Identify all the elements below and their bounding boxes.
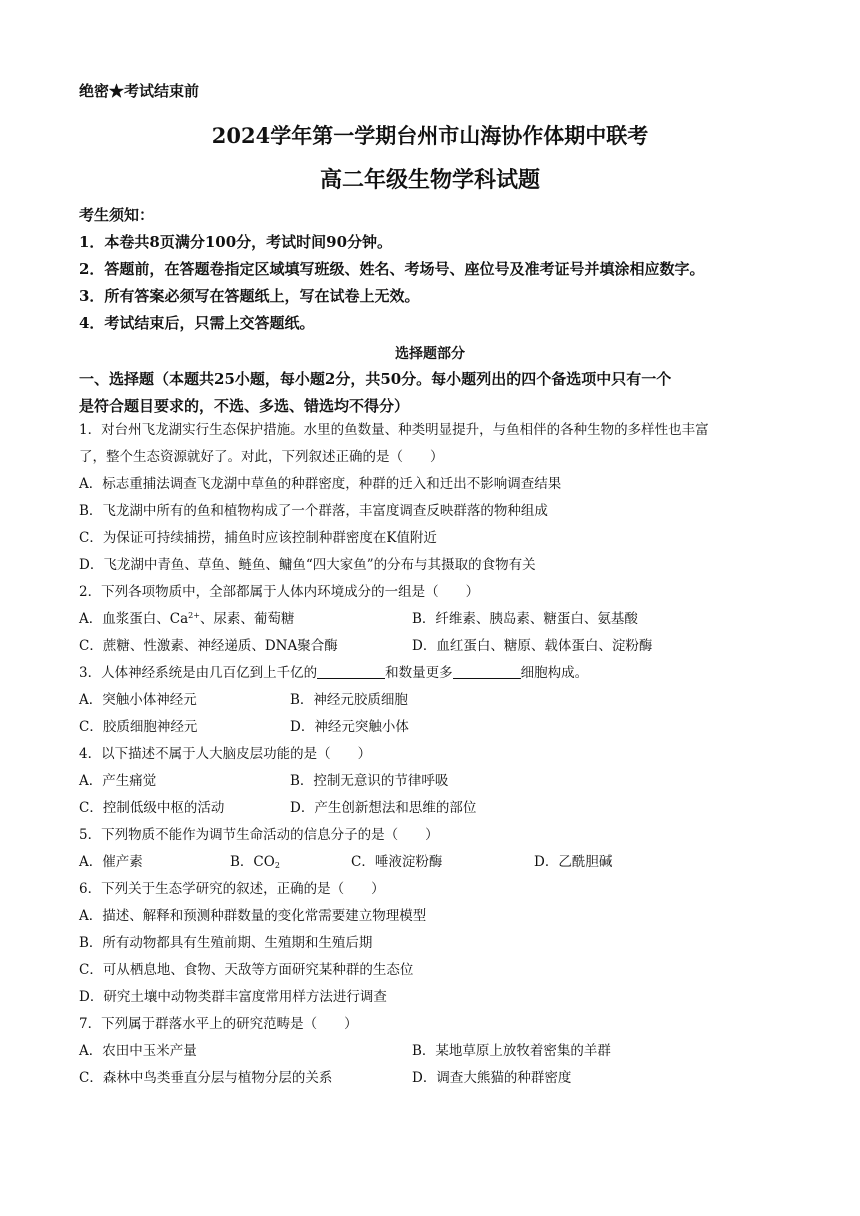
- notice-item: 3．所有答案必须写在答题纸上，写在试卷上无效。: [79, 287, 420, 305]
- subscript: 2: [274, 861, 280, 870]
- notice-item: 4．考试结束后，只需上交答题纸。: [79, 314, 315, 332]
- option-c: C．可从栖息地、食物、天敌等方面研究某种群的生态位: [79, 962, 414, 978]
- option-a: A．突触小体神经元: [79, 692, 197, 708]
- question-stem: 5．下列物质不能作为调节生命活动的信息分子的是（ ）: [79, 827, 439, 843]
- question-stem: 7．下列属于群落水平上的研究范畴是（ ）: [79, 1016, 358, 1032]
- option-d: D．研究土壤中动物类群丰富度常用样方法进行调查: [79, 989, 387, 1005]
- section-title: 选择题部分: [395, 346, 465, 362]
- option-a: A．描述、解释和预测种群数量的变化常需要建立物理模型: [79, 908, 427, 924]
- option-c: C．胶质细胞神经元: [79, 719, 198, 735]
- option-d: D．飞龙湖中青鱼、草鱼、鲢鱼、鳙鱼“四大家鱼”的分布与其摄取的食物有关: [79, 557, 536, 573]
- answer-blank: [317, 668, 385, 679]
- notice-item: 1．本卷共8页满分100分，考试时间90分钟。: [79, 233, 393, 251]
- superscript: 2+: [188, 611, 200, 620]
- option-text: A．血浆蛋白、Ca: [79, 611, 189, 627]
- section-instruction: 是符合题目要求的，不选、多选、错选均不得分）: [79, 397, 410, 415]
- section-instruction: 一、选择题（本题共25小题，每小题2分，共50分。每小题列出的四个备选项中只有一个: [79, 370, 672, 388]
- option-a: A．催产素: [79, 854, 143, 870]
- stem-text: 和数量更多: [385, 665, 453, 681]
- option-d: D．调查大熊猫的种群密度: [412, 1070, 572, 1086]
- question-stem: 1．对台州飞龙湖实行生态保护措施。水里的鱼数量、种类明显提升，与鱼相伴的各种生物的多样性也丰富: [79, 422, 709, 438]
- question-stem: [79, 667, 588, 681]
- option-b: [230, 856, 280, 870]
- notice-heading: 考生须知：: [79, 206, 155, 224]
- option-c: C．为保证可持续捕捞，捕鱼时应该控制种群密度在K值附近: [79, 530, 437, 546]
- option-text: B．CO: [230, 854, 275, 870]
- option-d: D．血红蛋白、糖原、载体蛋白、淀粉酶: [412, 638, 653, 654]
- option-b: B．某地草原上放牧着密集的羊群: [412, 1043, 611, 1059]
- question-stem: 2．下列各项物质中，全部都属于人体内环境成分的一组是（ ）: [79, 584, 480, 600]
- stem-text: 细胞构成。: [520, 665, 589, 681]
- option-b: B．纤维素、胰岛素、糖蛋白、氨基酸: [412, 611, 638, 627]
- option-d: D．神经元突触小体: [290, 719, 409, 735]
- option-a: A．标志重捕法调查飞龙湖中草鱼的种群密度，种群的迁入和迁出不影响调查结果: [79, 476, 562, 492]
- notice-item: 2．答题前，在答题卷指定区域填写班级、姓名、考场号、座位号及准考证号并填涂相应数字。: [79, 260, 705, 278]
- option-b: B．神经元胶质细胞: [290, 692, 408, 708]
- option-c: C．唾液淀粉酶: [351, 854, 443, 870]
- stem-text: 3．人体神经系统是由几百亿到上千亿的: [79, 665, 318, 681]
- option-a: A．农田中玉米产量: [79, 1043, 197, 1059]
- question-stem: 4．以下描述不属于人大脑皮层功能的是（ ）: [79, 746, 372, 762]
- answer-blank: [453, 668, 521, 679]
- question-stem: 6．下列关于生态学研究的叙述，正确的是（ ）: [79, 881, 385, 897]
- question-stem: 了，整个生态资源就好了。对此，下列叙述正确的是（ ）: [79, 449, 444, 465]
- option-text: 、尿素、葡萄糖: [199, 611, 295, 627]
- option-a: [79, 613, 294, 627]
- option-d: D．产生创新想法和思维的部位: [290, 800, 477, 816]
- confidential-label: 绝密★考试结束前: [79, 82, 200, 100]
- option-c: C．控制低级中枢的活动: [79, 800, 225, 816]
- exam-subtitle: 高二年级生物学科试题: [319, 167, 540, 193]
- option-c: C．蔗糖、性激素、神经递质、DNA聚合酶: [79, 638, 338, 654]
- option-c: C．森林中鸟类垂直分层与植物分层的关系: [79, 1070, 333, 1086]
- exam-title: 2024学年第一学期台州市山海协作体期中联考: [211, 123, 649, 148]
- option-b: B．飞龙湖中所有的鱼和植物构成了一个群落，丰富度调查反映群落的物种组成: [79, 503, 548, 519]
- option-b: B．控制无意识的节律呼吸: [290, 773, 449, 789]
- option-d: D．乙酰胆碱: [534, 854, 613, 870]
- option-b: B．所有动物都具有生殖前期、生殖期和生殖后期: [79, 935, 373, 951]
- option-a: A．产生痛觉: [79, 773, 157, 789]
